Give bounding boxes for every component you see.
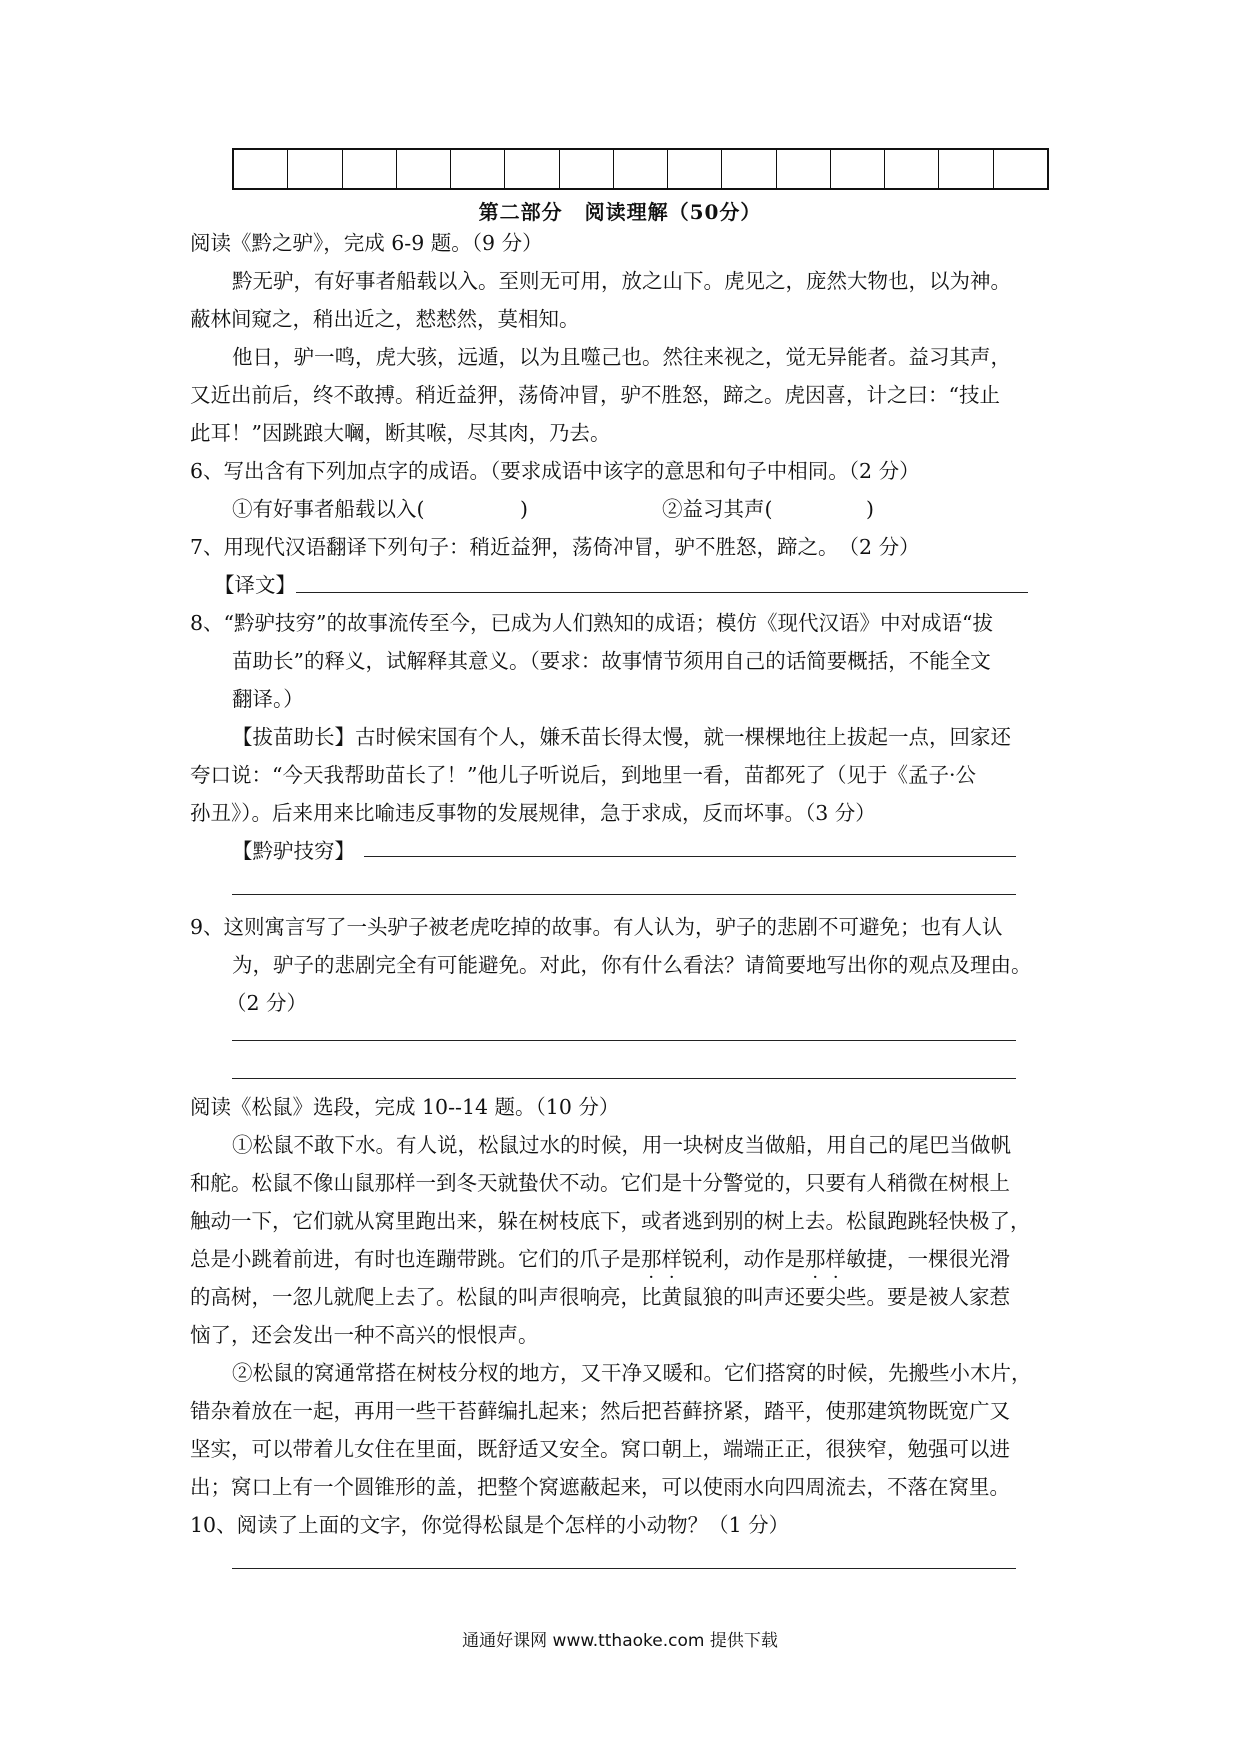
- q7-answer-line[interactable]: [296, 592, 1028, 593]
- q8-example-line1: 【拔苗助长】古时候宋国有个人，嫌禾苗长得太慢，就一棵棵地往上拔起一点，回家还: [232, 725, 1011, 749]
- answer-grid: [232, 148, 1049, 190]
- passage2-p1-line1: ①松鼠不敢下水。有人说，松鼠过水的时候，用一块树皮当做船，用自己的尾巴当做帆: [232, 1133, 1011, 1157]
- dotted-word: [641, 1247, 682, 1271]
- text-run: 总是小跳着前进，有时也连蹦带跳。它们的爪子是: [190, 1247, 641, 1271]
- dotted-word: [805, 1247, 846, 1271]
- q8-line1: 8、“黔驴技穷”的故事流传至今，已成为人们熟知的成语；模仿《现代汉语》中对成语“拔: [190, 611, 993, 635]
- q9-answer-line2[interactable]: [232, 1078, 1016, 1079]
- answer-cell[interactable]: [343, 150, 397, 188]
- q7-stem: 7、用现代汉语翻译下列句子：稍近益狎，荡倚冲冒，驴不胜怒，蹄之。 （2 分）: [190, 535, 920, 559]
- q8-example-line3: 孙丑》）。后来用来比喻违反事物的发展规律，急于求成，反而坏事。（3 分）: [190, 801, 876, 825]
- q6-item1-close: ): [520, 497, 528, 521]
- q6-item2: ②益习其声(: [662, 497, 773, 521]
- passage2-p2-line4: 出；窝口上有一个圆锥形的盖，把整个窝遮蔽起来，可以使雨水向四周流去，不落在窝里。: [190, 1475, 1010, 1499]
- q8-line3: 翻译。）: [232, 687, 304, 711]
- passage2-p1-line2: 和舵。松鼠不像山鼠那样一到冬天就蛰伏不动。它们是十分警觉的，只要有人稍微在树根上: [190, 1171, 1010, 1195]
- passage2-p1-line4: [190, 1244, 1010, 1274]
- q9-line1: 9、这则寓言写了一头驴子被老虎吃掉的故事。有人认为，驴子的悲剧不可避免；也有人认: [190, 915, 1003, 939]
- q9-answer-line1[interactable]: [232, 1040, 1016, 1041]
- answer-cell[interactable]: [722, 150, 776, 188]
- q8-answer-line2[interactable]: [232, 894, 1016, 895]
- q6-item1: ①有好事者船载以入(: [232, 497, 425, 521]
- dotted-char: 样: [661, 1247, 682, 1271]
- answer-cell[interactable]: [451, 150, 505, 188]
- section-title-part: 第二部分: [478, 200, 563, 224]
- passage1-para2-line2: 又近出前后，终不敢搏。稍近益狎，荡倚冲冒，驴不胜怒，蹄之。虎因喜，计之曰：“技止: [190, 383, 1000, 407]
- answer-cell[interactable]: [505, 150, 559, 188]
- answer-cell[interactable]: [994, 150, 1047, 188]
- q10-answer-line[interactable]: [232, 1568, 1016, 1569]
- passage2-p1-line3: 触动一下，它们就从窝里跑出来，躲在树枝底下，或者逃到别的树上去。松鼠跑跳轻快极了，: [190, 1209, 1031, 1233]
- dotted-char: 那: [805, 1247, 826, 1271]
- answer-cell[interactable]: [777, 150, 831, 188]
- passage1-para2-line3: 此耳！”因跳踉大㘎，断其喉，尽其肉，乃去。: [190, 421, 611, 445]
- text-run: 敏捷，一棵很光滑: [846, 1247, 1010, 1271]
- answer-cell[interactable]: [288, 150, 342, 188]
- passage1-para2-line1: 他日，驴一鸣，虎大骇，远遁，以为且噬己也。然往来视之，觉无异能者。益习其声，: [232, 345, 1011, 369]
- answer-cell[interactable]: [397, 150, 451, 188]
- dotted-char: 样: [825, 1247, 846, 1271]
- q9-line3: （2 分）: [226, 991, 308, 1015]
- section-title: [0, 196, 1240, 225]
- passage2-p1-line6: 恼了，还会发出一种不高兴的恨恨声。: [190, 1323, 539, 1347]
- answer-cell[interactable]: [939, 150, 993, 188]
- dotted-char: 那: [641, 1247, 662, 1271]
- answer-cell[interactable]: [234, 150, 288, 188]
- passage1-para1-line2: 蔽林间窥之，稍出近之，慭慭然，莫相知。: [190, 307, 580, 331]
- text-run: 锐利，动作是: [682, 1247, 805, 1271]
- q7-translation-label: 【译文】: [214, 573, 296, 597]
- passage2-p2-line1: ②松鼠的窝通常搭在树枝分杈的地方，又干净又暖和。它们搭窝的时候，先搬些小木片，: [232, 1361, 1032, 1385]
- q8-answer-line1[interactable]: [364, 856, 1016, 857]
- section-title-name: 阅读理解（50分）: [584, 200, 762, 224]
- q9-line2: 为，驴子的悲剧完全有可能避免。对此，你有什么看法？请简要地写出你的观点及理由。: [232, 953, 1032, 977]
- passage2-p2-line3: 坚实，可以带着儿女住在里面，既舒适又安全。窝口朝上，端端正正，很狭窄，勉强可以进: [190, 1437, 1010, 1461]
- q6-item2-close: ): [866, 497, 874, 521]
- answer-cell[interactable]: [885, 150, 939, 188]
- answer-cell[interactable]: [560, 150, 614, 188]
- answer-cell[interactable]: [614, 150, 668, 188]
- passage2-intro: 阅读《松鼠》选段，完成 10--14 题。（10 分）: [190, 1095, 620, 1119]
- answer-cell[interactable]: [668, 150, 722, 188]
- answer-cell[interactable]: [831, 150, 885, 188]
- passage2-p1-line5: 的高树，一忽儿就爬上去了。松鼠的叫声很响亮，比黄鼠狼的叫声还要尖些。要是被人家惹: [190, 1285, 1010, 1309]
- passage1-para1-line1: 黔无驴，有好事者船载以入。至则无可用，放之山下。虎见之，庞然大物也，以为神。: [232, 269, 1011, 293]
- q8-line2: 苗助长”的释义，试解释其意义。（要求：故事情节须用自己的话简要概括，不能全文: [232, 649, 991, 673]
- q8-example-line2: 夸口说：“今天我帮助苗长了！”他儿子听说后，到地里一看，苗都死了（见于《孟子·公: [190, 763, 976, 787]
- passage2-p2-line2: 错杂着放在一起，再用一些干苔藓编扎起来；然后把苔藓挤紧，踏平，使那建筑物既宽广又: [190, 1399, 1010, 1423]
- passage1-intro: 阅读《黔之驴》，完成 6-9 题。（9 分）: [190, 231, 543, 255]
- q10-stem: 10、阅读了上面的文字，你觉得松鼠是个怎样的小动物？（1 分）: [190, 1513, 790, 1537]
- q8-answer-label: 【黔驴技穷】: [232, 839, 355, 863]
- q6-stem: 6、写出含有下列加点字的成语。（要求成语中该字的意思和句子中相同。（2 分）: [190, 459, 920, 483]
- footer: 通通好课网 www.tthaoke.com 提供下载: [462, 1631, 778, 1651]
